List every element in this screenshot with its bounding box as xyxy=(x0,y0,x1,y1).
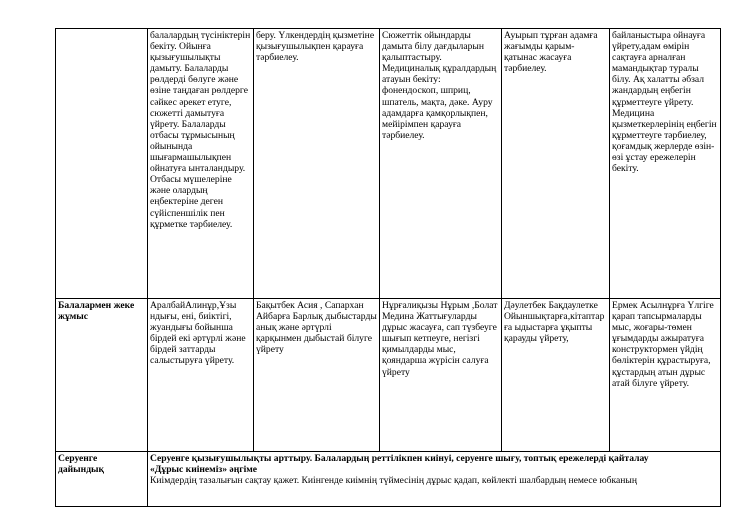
walk-preparation-cell xyxy=(148,452,721,507)
cell-thursday: Дәулетбек Бақдаулетке Ойыншықтарға,кітаптарға ыдыстарға ұқыпты қарауды үйрету, xyxy=(502,299,610,452)
cell-friday: байланыстыра ойнауға үйрету,адам өмірін сақтауға арналған мамандықтар туралы білу. Ақ халатты әбзал жандардың еңбегін құрметтеуге үйрету. Медицина қызметкерлерінің еңбегін құрметтеуге тәрбиелеу, қоғамдық жерлерде өзін-өзі ұстау ережелерін бекіту. xyxy=(610,29,721,299)
cell-wednesday: Нұрғалиқызы Нұрым ,Болат Медина Жаттығуларды дұрыс жасауға, сап түзбеуге шығып кетпеуге, негізгі қимылдарды мыс, қояндарша жүрісін салуға үйрету xyxy=(380,299,502,452)
cell-wednesday: Сюжеттік ойындарды дамыта білу дағдыларын қалыптастыру. Медициналық құралдардың атауын бекіту: фонендоскоп, шприц, шпатель, мақта, дәке. Ауру адамдарға қамқорлықпен, мейірімпен қарауға тәрбиелеу. xyxy=(380,29,502,299)
plan-table xyxy=(55,28,721,507)
cell-thursday: Ауырып тұрған адамға жағымды қарым-қатынас жасауға тәрбиелеу. xyxy=(502,29,610,299)
cell-monday: балалардың түсініктерін бекіту. Ойынға қызығушылықты дамыту. Балаларды рөлдерді бөлуге және өзіне таңдаған рөлдерге сәйкес әрекет етуге, сюжетті дамытуға үйрету. Балаларды отбасы тұрмысының ойынында шығармашылықпен ойнатуға ынталандыру. Отбасы мүшелеріне және олардың еңбектеріне деген сүйіспеншілік пен құрметке тәрбиелеу. xyxy=(148,29,254,299)
row-label-walk-preparation: Серуенге дайындық xyxy=(56,452,148,507)
cell-monday: АралбайАлинұр,Ұзы ндығы, ені, биіктігі, жуандығы бойынша бірдей екі әртүрлі және бірдей заттарды салыстыруға үйрету. xyxy=(148,299,254,452)
cell-tuesday: беру. Үлкендердің қызметіне қызығушылықпен қарауға тәрбиелеу. xyxy=(254,29,380,299)
conversation-text: Киімдердің тазалығын сақтау қажет. Киінгенде киімнің түймесінің дұрыс қадап, көйлекті шалбардың немесе юбканың xyxy=(150,475,637,487)
table-row xyxy=(56,452,721,507)
row-label-individual-work: Балалармен жеке жұмыс xyxy=(56,299,148,452)
row-label-cell xyxy=(56,29,148,299)
cell-tuesday: Бақытбек Асия , Сапархан Айбарға Барлық дыбыстарды анық және әртүрлі қарқынмен дыбыстай білуге үйрету xyxy=(254,299,380,452)
conversation-title: «Дұрыс киінеміз» әңгіме xyxy=(150,464,258,476)
walk-goal-text: Серуенге қызығушылықты арттыру. Балалардың реттілікпен киінуі, серуенге шығу, топтық ережелерді қайталау xyxy=(150,453,649,464)
table-row xyxy=(56,29,721,299)
cell-friday: Ермек Асылнұрға Үлгіге қарап тапсырмаларды мыс, жоғары-төмен ұғымдарды ажыратуға конструктормен үйдің бөліктерін құрастыруға, құстардың атын дұрыс атай білуге үйрету. xyxy=(610,299,721,452)
table-row xyxy=(56,299,721,452)
